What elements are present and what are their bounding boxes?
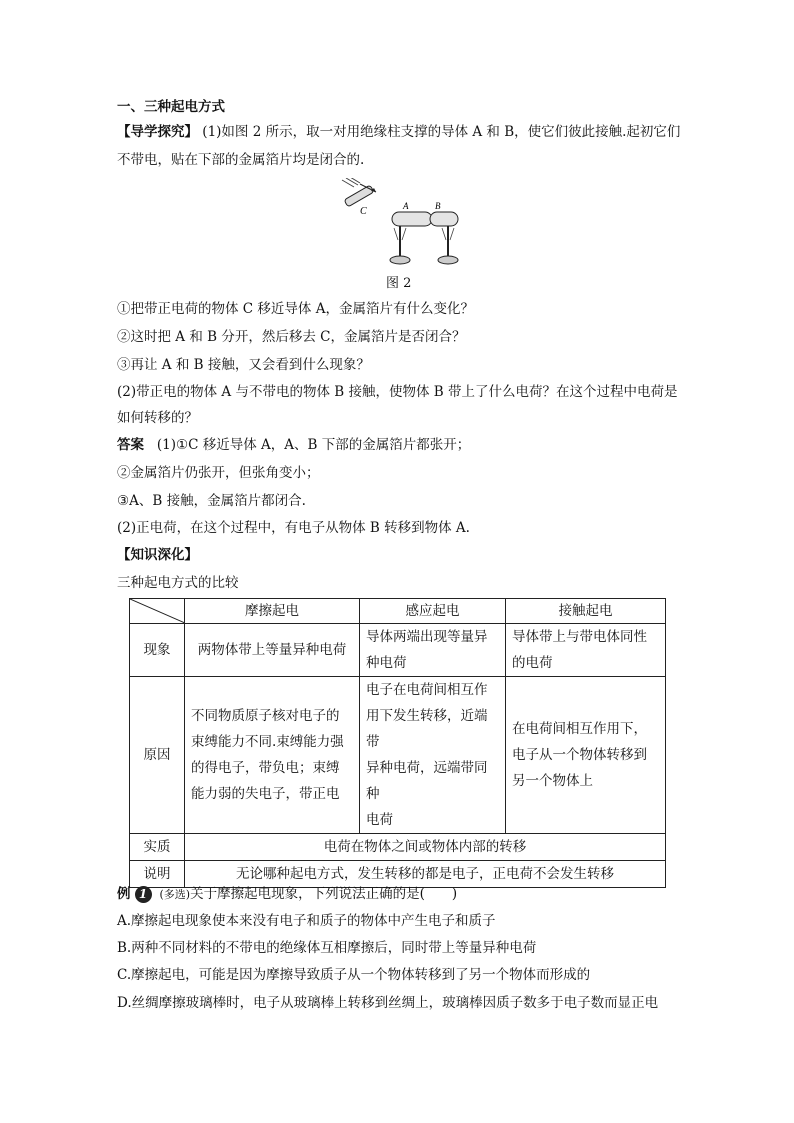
answer-text-1: (1)①C 移近导体 A，A、B 下部的金属箔片都张开； xyxy=(156,437,471,453)
cell-line: 电子在电荷间相互作 xyxy=(366,682,488,698)
cell-line: 电子从一个物体转移到 xyxy=(512,747,647,763)
guide-item-2: ②这时把 A 和 B 分开，然后移去 C，金属箔片是否闭合？ xyxy=(117,329,466,345)
table-title: 三种起电方式的比较 xyxy=(117,575,239,591)
option-c: C.摩擦起电，可能是因为摩擦导致质子从一个物体转移到了另一个物体而形成的 xyxy=(117,967,591,983)
cell-line: 种电荷 xyxy=(366,655,407,671)
guide-item-1: ①把带正电荷的物体 C 移近导体 A，金属箔片有什么变化？ xyxy=(117,301,474,317)
example-number-badge: 1 xyxy=(135,886,152,903)
comparison-table xyxy=(129,598,666,888)
answer-label: 答案 xyxy=(117,437,144,453)
cause-friction xyxy=(185,677,360,834)
guide-q1-line1 xyxy=(117,122,680,142)
cause-contact xyxy=(506,677,666,834)
phenomenon-contact xyxy=(506,624,666,677)
section-title: 一、三种起电方式 xyxy=(117,99,225,115)
answer-line-2: ②金属箔片仍张开，但张角变小； xyxy=(117,465,320,481)
row-label-phenomenon: 现象 xyxy=(130,624,185,677)
example-label: 例 xyxy=(117,886,131,902)
example-question: 关于摩擦起电现象，下列说法正确的是( ) xyxy=(190,886,458,902)
row-label-cause: 原因 xyxy=(130,677,185,834)
guide-tag: 【导学探究】 xyxy=(117,124,198,140)
cell-line: 束缚能力不同.束缚能力强 xyxy=(191,734,344,750)
guide-q2-line1: (2)带正电的物体 A 与不带电的物体 B 接触，使物体 B 带上了什么电荷？在这个过程中电荷是 xyxy=(117,384,678,400)
option-d: D.丝绸摩擦玻璃棒时，电子从玻璃棒上转移到丝绸上，玻璃棒因质子数多于电子数而显正电 xyxy=(117,995,659,1011)
cause-induction xyxy=(360,677,506,834)
table-corner-cell xyxy=(130,599,185,624)
header-induction: 感应起电 xyxy=(360,599,506,624)
cell-line: 不同物质原子核对电子的 xyxy=(191,708,340,724)
header-contact: 接触起电 xyxy=(506,599,666,624)
cell-line: 在电荷间相互作用下， xyxy=(512,721,647,737)
header-friction: 摩擦起电 xyxy=(185,599,360,624)
table-header-row xyxy=(130,599,666,624)
example-type: (多选) xyxy=(159,888,191,901)
cell-line: 的电荷 xyxy=(512,655,553,671)
table-row-essence xyxy=(130,834,666,861)
cell-line: 的得电子，带负电；束缚 xyxy=(191,760,340,776)
note-text: 无论哪种起电方式，发生转移的都是电子，正电荷不会发生转移 xyxy=(185,861,666,888)
table-row-phenomenon xyxy=(130,624,666,677)
answer-line-1 xyxy=(117,435,470,455)
guide-q1-line2: 不带电，贴在下部的金属箔片均是闭合的. xyxy=(117,152,365,168)
cell-line: 异种电荷，远端带同种 xyxy=(366,760,488,802)
answer-line-3: ③A、B 接触，金属箔片都闭合. xyxy=(117,493,306,509)
cell-line: 导体带上与带电体同性 xyxy=(512,629,647,645)
conductor-a xyxy=(392,212,432,226)
essence-text: 电荷在物体之间或物体内部的转移 xyxy=(185,834,666,861)
option-b: B.两种不同材料的不带电的绝缘体互相摩擦后，同时带上等量异种电荷 xyxy=(117,940,537,956)
example-question-line xyxy=(117,884,457,905)
option-a: A.摩擦起电现象使本来没有电子和质子的物体中产生电子和质子 xyxy=(117,913,496,929)
cell-line: 另一个物体上 xyxy=(512,773,593,789)
guide-q2-line2: 如何转移的？ xyxy=(117,410,198,426)
guide-q1-text: (1)如图 2 所示，取一对用绝缘柱支撑的导体 A 和 B，使它们彼此接触.起初它们 xyxy=(202,124,681,140)
diagonal-line xyxy=(130,599,185,623)
table-row-cause xyxy=(130,677,666,834)
cell-line: 用下发生转移，近端带 xyxy=(366,708,488,750)
answer-line-4: (2)正电荷，在这个过程中，有电子从物体 B 转移到物体 A. xyxy=(117,520,470,536)
conductor-label-b: B xyxy=(435,201,441,211)
guide-item-3: ③再让 A 和 B 接触，又会看到什么现象？ xyxy=(117,357,370,373)
insulating-stands xyxy=(390,226,458,264)
cell-line: 导体两端出现等量异 xyxy=(366,629,488,645)
rod-label-c: C xyxy=(360,206,367,217)
figure-caption: 图 2 xyxy=(386,276,412,291)
deepen-tag: 【知识深化】 xyxy=(117,547,198,563)
phenomenon-friction: 两物体带上等量异种电荷 xyxy=(185,624,360,677)
cell-line: 电荷 xyxy=(366,812,393,828)
row-label-essence: 实质 xyxy=(130,834,185,861)
phenomenon-induction xyxy=(360,624,506,677)
row-label-note: 说明 xyxy=(130,861,185,888)
conductor-label-a: A xyxy=(403,201,409,211)
conductor-b xyxy=(430,212,458,226)
charged-rod-c xyxy=(342,178,376,207)
conductor-figure xyxy=(330,178,470,268)
cell-line: 能力弱的失电子，带正电 xyxy=(191,786,340,802)
